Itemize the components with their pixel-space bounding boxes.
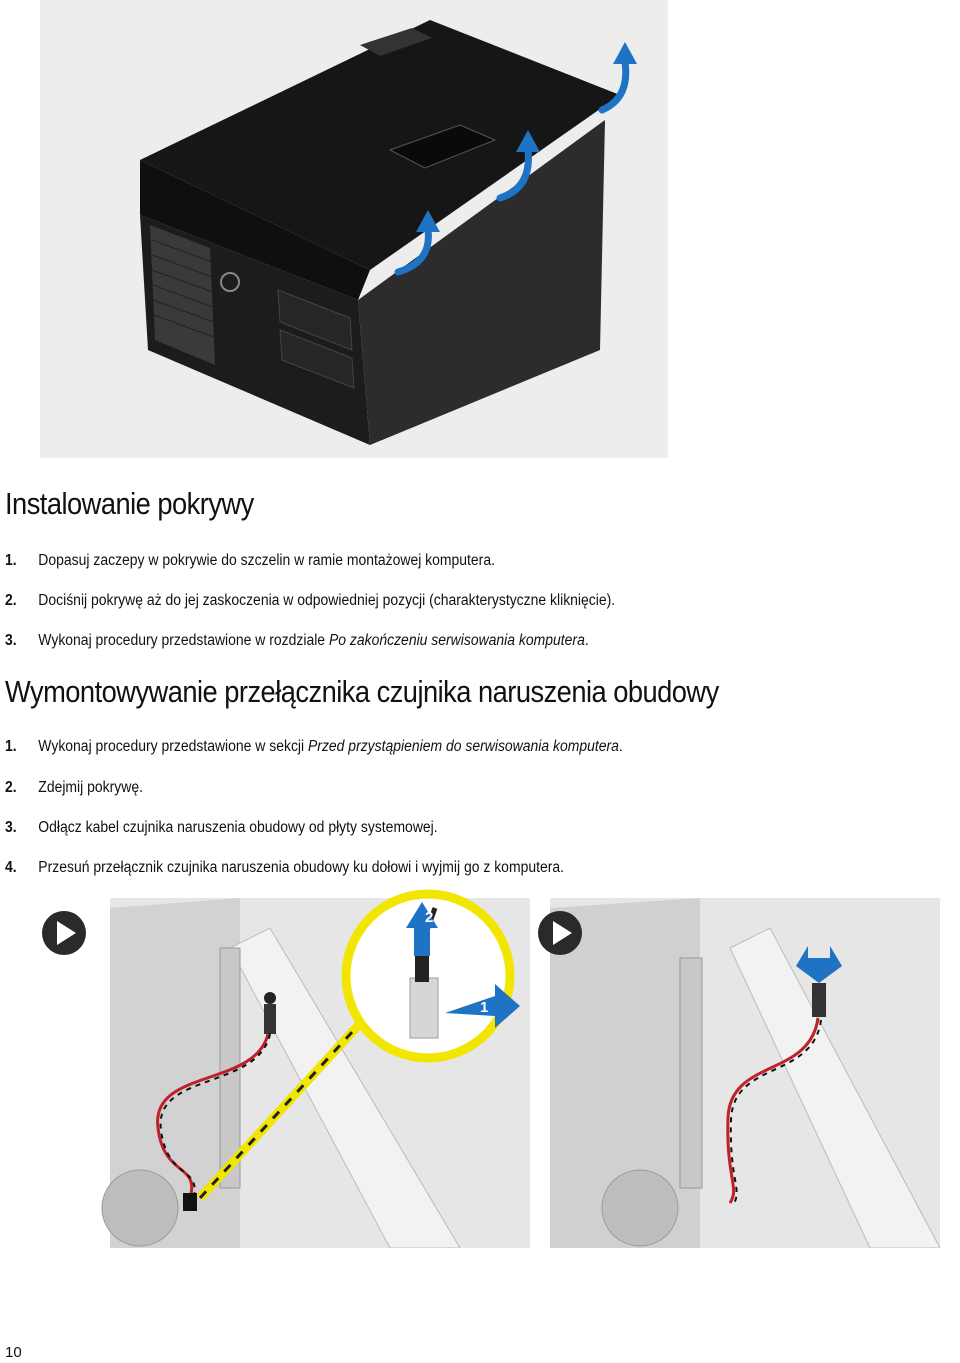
install-step-1 xyxy=(5,552,495,570)
install-step-3 xyxy=(5,632,589,650)
step-number: 1. xyxy=(5,738,17,755)
step-text: Zdejmij pokrywę. xyxy=(38,779,143,796)
callout-number-2: 2 xyxy=(425,909,434,926)
page-number: 10 xyxy=(5,1344,22,1361)
step-number: 1. xyxy=(5,552,17,569)
install-step-2 xyxy=(5,592,615,610)
step-text: Wykonaj procedury przedstawione w rozdziale xyxy=(38,632,329,649)
section-title-install-cover: Instalowanie pokrywy xyxy=(5,486,254,521)
remove-step-3 xyxy=(5,819,438,837)
remove-step-2 xyxy=(5,779,143,797)
step-number: 3. xyxy=(5,632,17,649)
step-text-end: . xyxy=(584,632,589,649)
step-text: Dopasuj zaczepy w pokrywie do szczelin w ramie montażowej komputera. xyxy=(38,552,495,569)
intrusion-switch-illustration xyxy=(40,888,940,1248)
section-title-remove-intrusion-switch: Wymontowywanie przełącznika czujnika naruszenia obudowy xyxy=(5,674,719,709)
step-text-end: . xyxy=(618,738,623,755)
step-text: Przesuń przełącznik czujnika naruszenia obudowy ku dołowi i wyjmij go z komputera. xyxy=(38,859,564,876)
step-number: 2. xyxy=(5,779,17,796)
step-link-text: Przed przystąpieniem do serwisowania komputera xyxy=(307,738,619,755)
step-number: 4. xyxy=(5,859,17,876)
remove-step-4 xyxy=(5,859,564,877)
play-icon xyxy=(538,911,582,955)
step-number: 2. xyxy=(5,592,17,609)
computer-cover-illustration xyxy=(40,0,668,458)
play-icon xyxy=(42,911,86,955)
step-text: Odłącz kabel czujnika naruszenia obudowy od płyty systemowej. xyxy=(38,819,438,836)
step-link-text: Po zakończeniu serwisowania komputera xyxy=(328,632,585,649)
callout-number-1: 1 xyxy=(480,999,489,1016)
step-number: 3. xyxy=(5,819,17,836)
right-chassis-view xyxy=(550,898,940,1248)
intrusion-switch-diagram xyxy=(40,888,940,1248)
step-text: Dociśnij pokrywę aż do jej zaskoczenia w odpowiedniej pozycji (charakterystyczne kliknięcie). xyxy=(38,592,616,609)
remove-step-1 xyxy=(5,738,623,756)
computer-cover-photo xyxy=(40,0,668,458)
step-text: Wykonaj procedury przedstawione w sekcji xyxy=(38,738,308,755)
